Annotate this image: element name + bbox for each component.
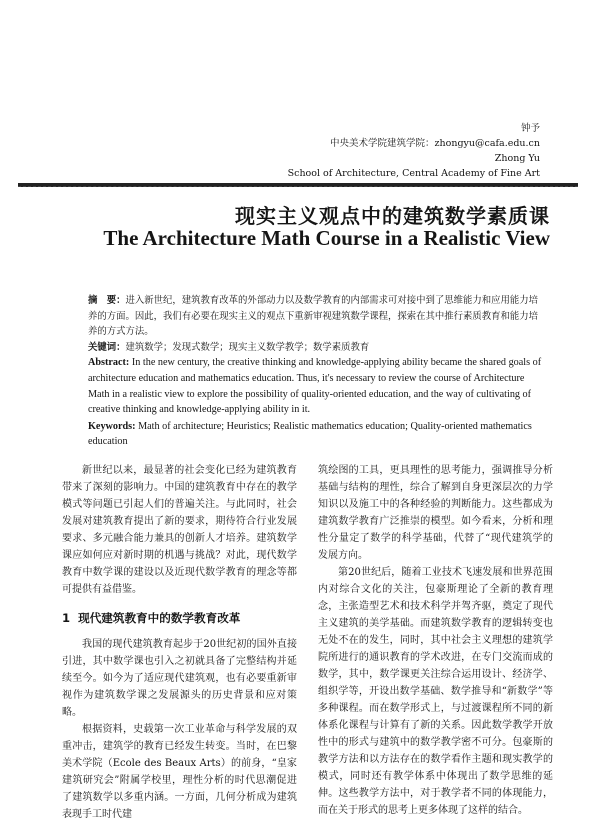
- body-paragraph: 新世纪以来，最显著的社会变化已经为建筑教育带来了深刻的影响力。中国的建筑教育中存在的教学模式等问题已引起人们的普遍关注。与此同时，社会发展对建筑教育提出了新的要求，期待符合行业发展要求、多元融合能力兼具的创新人才培养。建筑数学课应如何应对新时期的机遇与挑战？对此，现代数学教育中数学课的建设以及近现代数学教育的理念等都可提供有益借鉴。: [62, 465, 297, 595]
- abstract-cn: [88, 293, 546, 340]
- section-number: 1: [62, 611, 71, 625]
- affiliation-cn: 中央美术学院建筑学院：zhongyu@cafa.edu.cn: [330, 138, 540, 149]
- keywords-en-text: Math of architecture; Heuristics; Realistic mathematics education; Quality-oriented mathematics education: [88, 420, 532, 448]
- author-name-en: Zhong Yu: [494, 153, 540, 164]
- abstract-en-label: Abstract:: [88, 357, 130, 369]
- keywords-cn-text: 建筑数学；发现式数学；现实主义数学教学；数学素质教育: [125, 341, 370, 353]
- keywords-en-label: Keywords:: [88, 420, 136, 432]
- body-column-right: [318, 462, 553, 819]
- title-en: The Architecture Math Course in a Realistic View: [103, 226, 550, 250]
- section-title: 现代建筑教育中的数学教育改革: [78, 611, 241, 625]
- abstract-cn-text: 进入新世纪，建筑教育改革的外部动力以及数学教育的内部需求可对接中到了思维能力和应用能力培养的方面。因此，我们有必要在现实主义的观点下重新审视建筑数学课程，探索在其中推行素质教育和能力培养的方式方法。: [88, 295, 539, 338]
- abstract-area: [88, 293, 546, 450]
- body-paragraph: 第20世纪后，随着工业技术飞速发展和世界范围内对综合文化的关注，包豪斯理论了全新的教育理念，主张造型艺术和技术科学并驾齐驱，奠定了现代主义建筑的美学基础。而建筑数学教育的逻辑转变也无处不在的发生，同时，其中社会主义理想的建筑学院所进行的通识教育的学术改进，在专门交流而成的数学，其中，数学课更关注综合运用设计、经济学、组织学等，开设出数学基础、数学推导和“新数学”等多种课程。而在数学形式上，与过渡课程所不同的新体系化课程与计算有了新的关系。因此数学教学开放性中的形式与建筑中的数学教学密不可分。包豪斯的教学方法和以方法存在的数学看作主题和现实教学的模式，同时还有教学体系中体现出了数学思维的延伸。这些教学方法中，对于教学者不同的体现能力，而在关于形式的思考上更多体现了这样的结合。: [318, 567, 553, 816]
- body-column-left: [62, 462, 297, 823]
- affiliation-en: School of Architecture, Central Academy of Fine Art: [287, 168, 540, 179]
- title-cn: 现实主义观点中的建筑数学素质课: [235, 204, 550, 228]
- body-paragraph: 根据资料，史载第一次工业革命与科学发展的双重冲击，建筑学的教育已经发生转变。当时，在巴黎美术学院（Ecole des Beaux Arts）的前身，“皇家建筑研究会”附属学校里，理性分析的时代思潮促进了建筑数学以多重内涵。一方面，几何分析成为建筑表现手工时代建: [62, 724, 297, 820]
- author-name-cn: 钟予: [520, 123, 540, 134]
- section-heading: [62, 610, 297, 627]
- body-paragraph: 筑绘图的工具，更具理性的思考能力，强调推导分析基础与结构的理性，综合了解到自身更深层次的力学知识以及施工中的各种经验的判断能力。这些都成为建筑数学教育广泛推崇的模型。如今看来，分析和理性分量定了数学的科学基础，代替了“现代建筑学的发展方向。: [318, 465, 553, 561]
- keywords-cn-label: 关键词：: [88, 341, 126, 353]
- body-paragraph: 我国的现代建筑教育起步于20世纪初的国外直接引进，其中数学课也引入之初就具备了完整结构并延续至今。如今为了适应现代建筑观，也有必要重新审视作为建筑数学课之发展源头的历史背景和应对策略。: [62, 639, 297, 718]
- abstract-cn-label: 摘 要：: [88, 295, 126, 306]
- header-divider: [18, 183, 578, 187]
- abstract-en: [88, 355, 546, 417]
- author-block: [270, 121, 540, 181]
- keywords-cn: [88, 340, 546, 356]
- keywords-en: [88, 419, 546, 450]
- abstract-en-text: In the new century, the creative thinking and knowledge-applying ability became the shared goals of architecture education and mathematics education. Thus, it's necessary to review the course of Architecture Math in a realistic view to explore the possibility of quality-oriented education, and the way of cultivating of creative thinking and knowledge-applying ability in it.: [88, 357, 542, 416]
